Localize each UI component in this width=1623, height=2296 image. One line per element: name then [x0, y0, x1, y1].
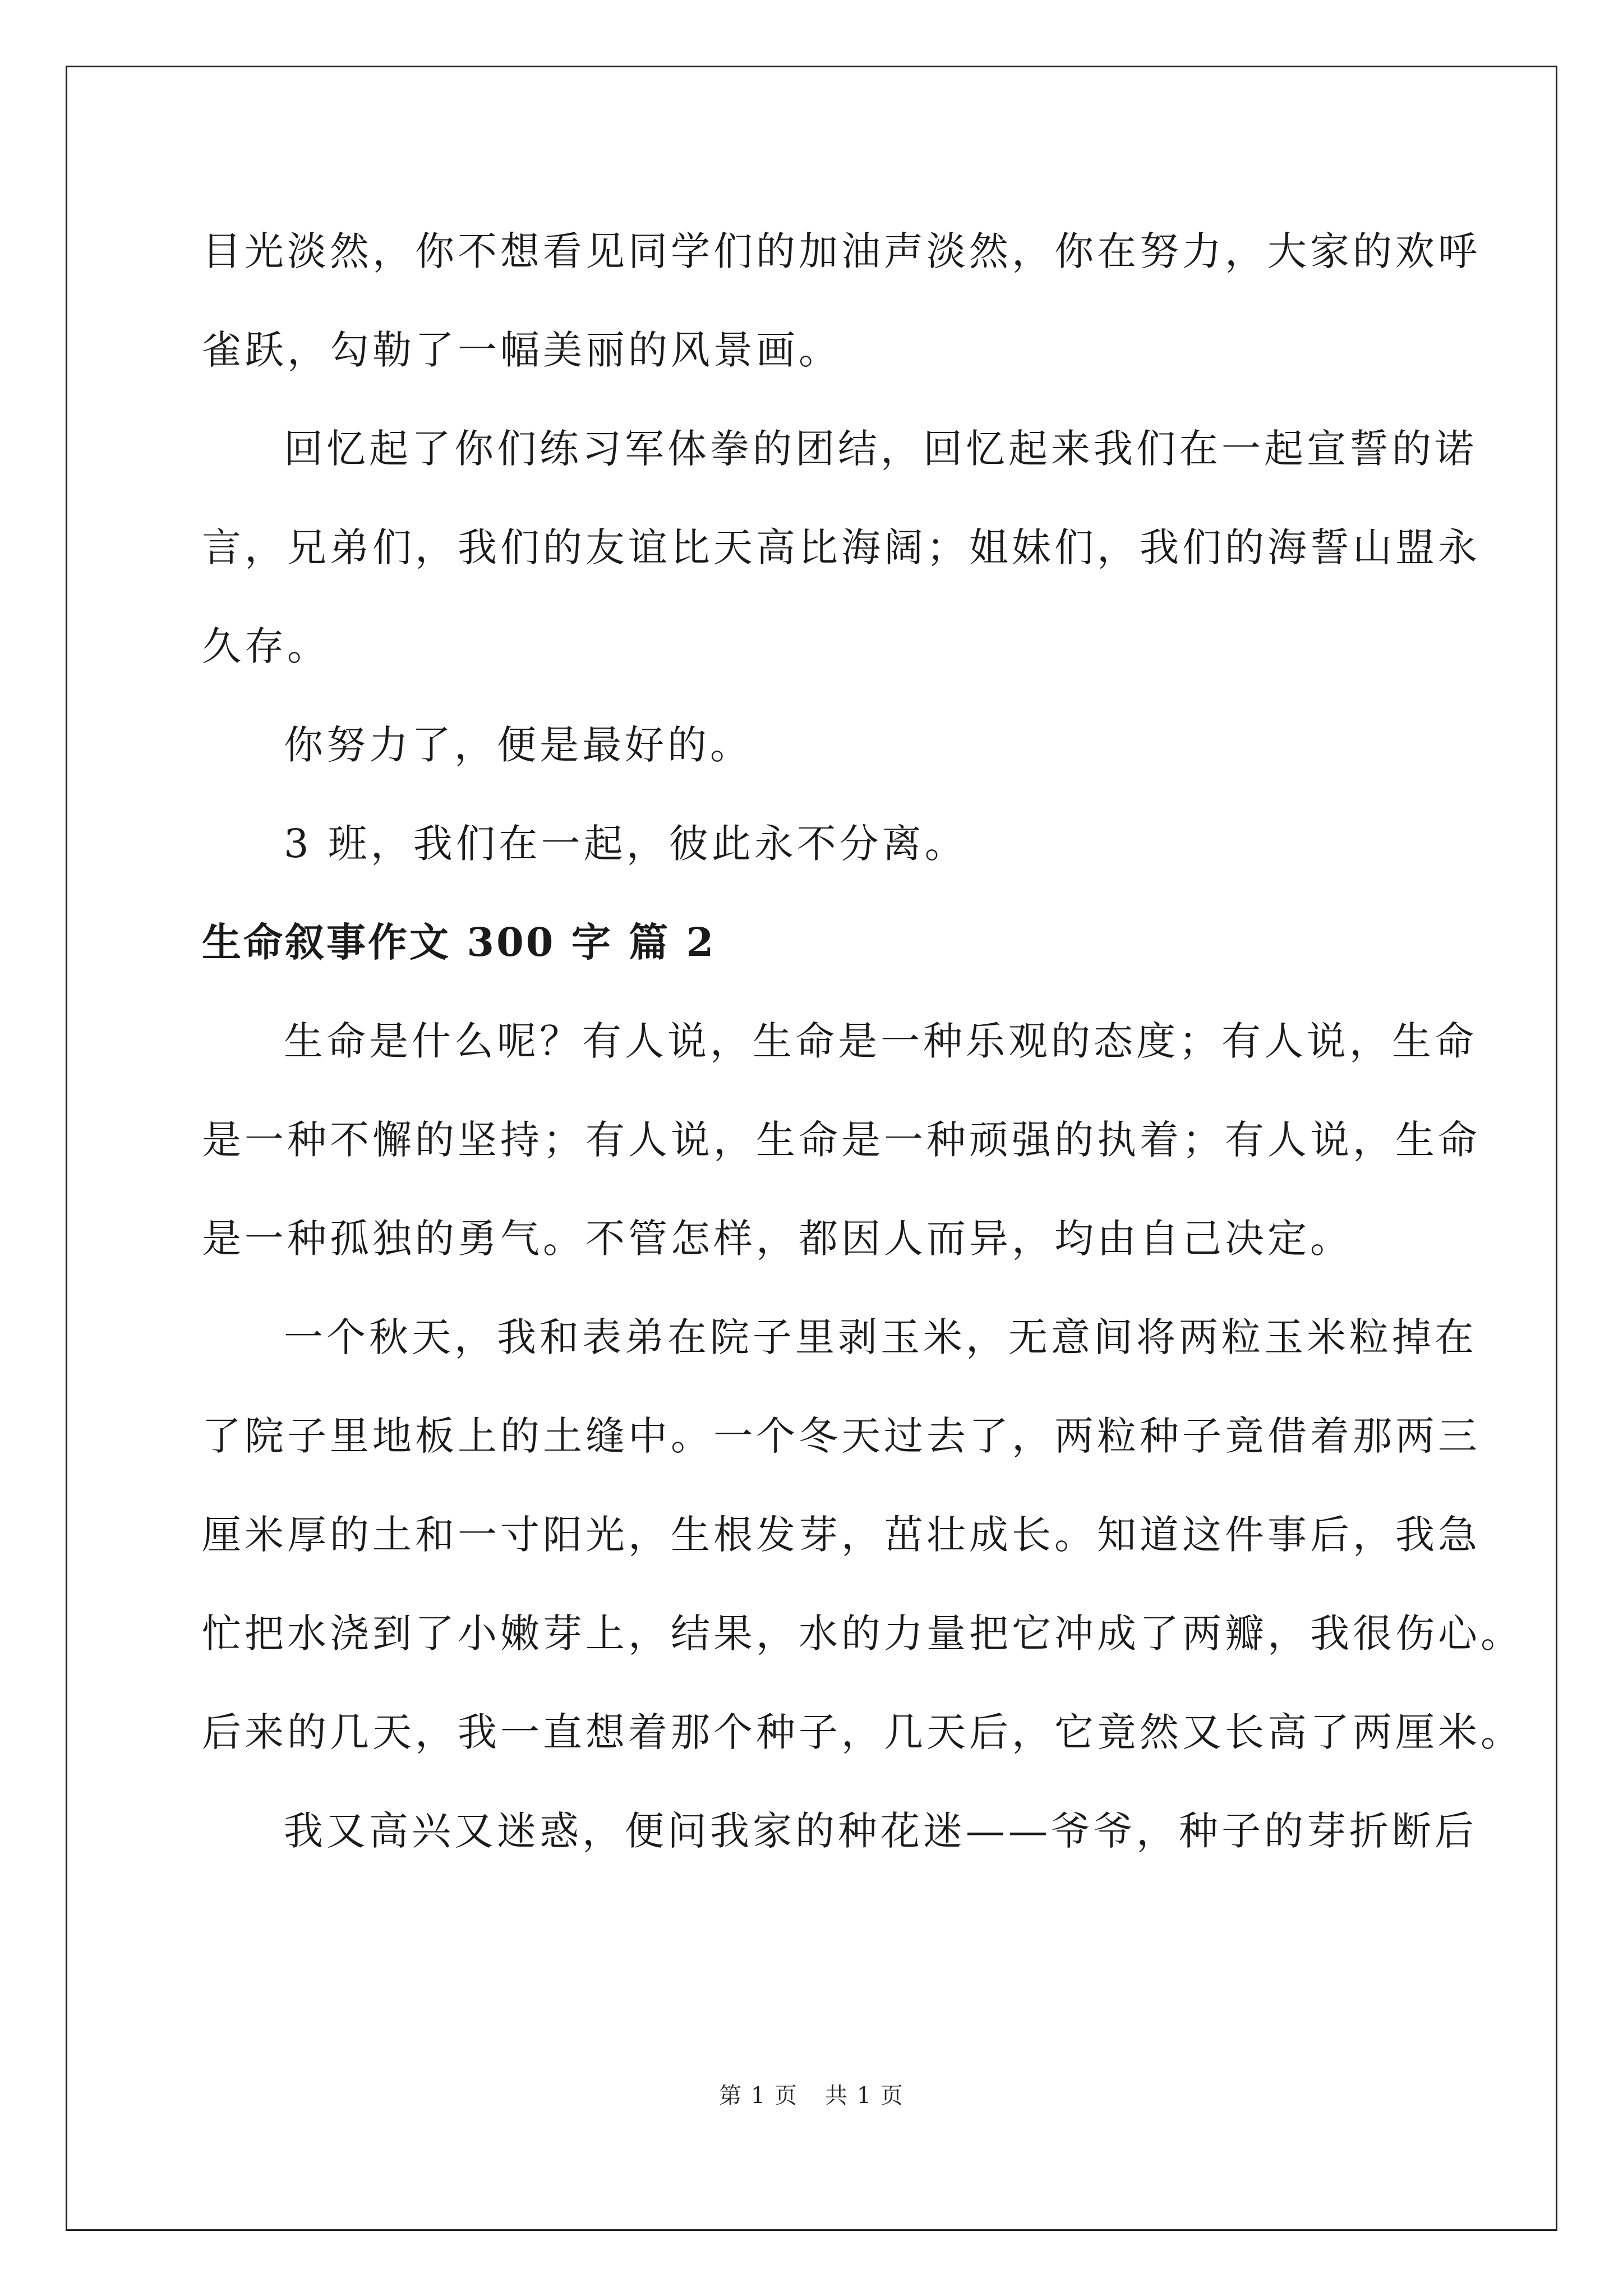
document-body [202, 202, 1523, 1880]
text-line: 回忆起了你们练习军体拳的团结，回忆起来我们在一起宣誓的诺 [284, 426, 1477, 472]
text-line: 后来的几天，我一直想着那个种子，几天后，它竟然又长高了两厘米。 [202, 1709, 1523, 1755]
section-paragraph-3 [202, 1782, 1477, 1880]
text-line: 雀跃，勾勒了一幅美丽的风景画。 [202, 327, 841, 373]
text-line: 目光淡然，你不想看见同学们的加油声淡然，你在努力，大家的欢呼 [202, 228, 1481, 274]
paragraph-3 [202, 696, 1436, 794]
section-paragraph-1 [202, 992, 1481, 1288]
paragraph-2 [202, 399, 1481, 696]
paragraph-4 [202, 794, 1436, 893]
text-line: 是一种孤独的勇气。不管怎样，都因人而异，均由自己决定。 [202, 1216, 1353, 1262]
text-line: 一个秋天，我和表弟在院子里剥玉米，无意间将两粒玉米粒掉在 [284, 1314, 1477, 1360]
paragraph-1 [202, 202, 1481, 399]
text-line: 言，兄弟们，我们的友谊比天高比海阔；姐妹们，我们的海誓山盟永 [202, 524, 1481, 570]
text-line: 你努力了，便是最好的。 [284, 722, 753, 768]
text-line: 久存。 [202, 623, 330, 669]
page-count: 共 1 页 [825, 2083, 904, 2109]
text-line: 忙把水浇到了小嫩芽上，结果，水的力量把它冲成了两瓣，我很伤心。 [202, 1611, 1523, 1657]
section-paragraph-2 [202, 1288, 1523, 1782]
text-line: 3 班，我们在一起，彼此永不分离。 [284, 821, 967, 867]
text-line: 我又高兴又迷惑，便问我家的种花迷——爷爷，种子的芽折断后 [284, 1808, 1477, 1854]
page-footer [0, 2078, 1623, 2110]
text-line: 厘米厚的土和一寸阳光，生根发芽，茁壮成长。知道这件事后，我急 [202, 1512, 1481, 1558]
page-number: 第 1 页 [719, 2083, 798, 2109]
text-line: 了院子里地板上的土缝中。一个冬天过去了，两粒种子竟借着那两三 [202, 1413, 1481, 1459]
section-heading: 生命叙事作文 300 字 篇 2 [202, 919, 716, 965]
text-line: 是一种不懈的坚持；有人说，生命是一种顽强的执着；有人说，生命 [202, 1117, 1481, 1163]
text-line: 生命是什么呢？有人说，生命是一种乐观的态度；有人说，生命 [284, 1018, 1477, 1064]
